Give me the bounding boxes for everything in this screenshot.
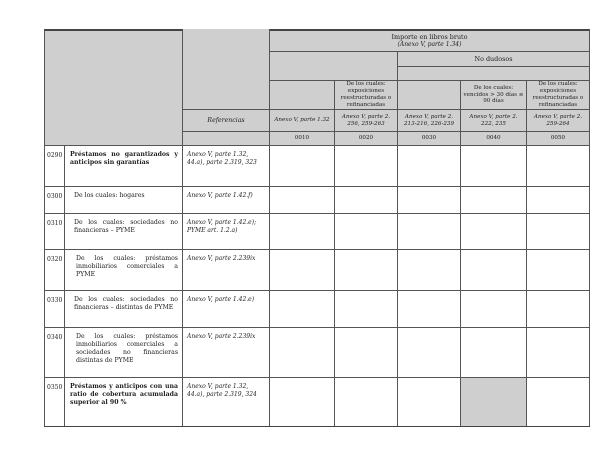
value-cell[interactable] — [527, 187, 590, 214]
value-cell[interactable] — [270, 146, 335, 187]
code-row-blank — [183, 132, 270, 146]
header-blank-col1 — [270, 52, 398, 81]
row-label: Préstamos y anticipos con una ratio de cobertura acumulada superior al 90 % — [65, 378, 183, 427]
value-cell[interactable] — [461, 328, 527, 378]
row-label: De los cuales: préstamos inmobiliarios comerciales a sociedades no financieras distintas de PYME — [65, 328, 183, 378]
col-title-0030 — [398, 81, 461, 110]
value-cell[interactable] — [335, 146, 398, 187]
value-cell[interactable] — [270, 291, 335, 328]
col-ref-0010: Anexo V, parte 1.32 — [270, 110, 335, 132]
row-code: 0330 — [44, 291, 65, 328]
col-ref-0050: Anexo V, parte 2. 259-264 — [527, 110, 590, 132]
value-cell[interactable] — [527, 146, 590, 187]
col-title-0050: De los cuales: exposiciones reestructuradas o refinanciadas — [527, 81, 590, 110]
row-code: 0340 — [44, 328, 65, 378]
value-cell[interactable] — [461, 187, 527, 214]
value-cell[interactable] — [270, 378, 335, 427]
value-cell[interactable] — [398, 214, 461, 250]
col-code-0020: 0020 — [335, 132, 398, 146]
row-label: De los cuales: sociedades no financieras – PYME — [65, 214, 183, 250]
value-cell[interactable] — [527, 378, 590, 427]
row-label: Préstamos no garantizados y anticipos sin garantías — [65, 146, 183, 187]
row-reference: Anexo V, parte 2.239ix — [183, 250, 270, 291]
col-code-0050: 0050 — [527, 132, 590, 146]
col-ref-0030: Anexo V, parte 2. 213-216, 226-239 — [398, 110, 461, 132]
value-cell[interactable] — [398, 187, 461, 214]
value-cell[interactable] — [335, 291, 398, 328]
value-cell[interactable] — [335, 328, 398, 378]
col-code-0040: 0040 — [461, 132, 527, 146]
row-reference: Anexo V, parte 2.239ix — [183, 328, 270, 378]
table-bottom-rule — [44, 426, 590, 427]
gross-ref: (Anexo V, parte 1.34) — [397, 41, 462, 49]
value-cell[interactable] — [335, 378, 398, 427]
row-code: 0310 — [44, 214, 65, 250]
row-reference: Anexo V, parte 1.32, 44.a), parte 2.319, 323 — [183, 146, 270, 187]
col-title-0020: De los cuales: exposiciones reestructuradas o refinanciadas — [335, 81, 398, 110]
col-code-0010: 0010 — [270, 132, 335, 146]
value-cell[interactable] — [398, 378, 461, 427]
col-code-0030: 0030 — [398, 132, 461, 146]
row-label: De los cuales: préstamos inmobiliarios comerciales a PYME — [65, 250, 183, 291]
row-label: De los cuales: hogares — [65, 187, 183, 214]
value-cell[interactable] — [335, 250, 398, 291]
col-title-0010 — [270, 81, 335, 110]
gross-amount-header — [270, 29, 590, 52]
header-corner-label — [44, 29, 183, 146]
row-reference: Anexo V, parte 1.42.f) — [183, 187, 270, 214]
header-corner-ref — [183, 29, 270, 110]
value-cell[interactable] — [461, 146, 527, 187]
row-code: 0350 — [44, 378, 65, 427]
row-reference: Anexo V, parte 1.32, 44.a), parte 2.319, 324 — [183, 378, 270, 427]
value-cell[interactable] — [398, 291, 461, 328]
row-code: 0320 — [44, 250, 65, 291]
value-cell[interactable] — [398, 328, 461, 378]
value-cell[interactable] — [461, 291, 527, 328]
value-cell[interactable] — [527, 291, 590, 328]
col-title-0040: De los cuales: vencidos > 30 días ≤ 90 días — [461, 81, 527, 110]
gross-title: Importe en libros bruto — [391, 33, 468, 42]
row-reference: Anexo V, parte 1.42.e) — [183, 291, 270, 328]
value-cell[interactable] — [527, 250, 590, 291]
row-code: 0290 — [44, 146, 65, 187]
references-label: Referencias — [207, 116, 245, 124]
row-reference: Anexo V, parte 1.42.e); PYME art. 1.2.a) — [183, 214, 270, 250]
references-label-cell — [183, 110, 270, 132]
value-cell[interactable] — [335, 214, 398, 250]
col-ref-0040: Anexo V, parte 2. 222, 235 — [461, 110, 527, 132]
non-doubtful-label: No dudosos — [474, 55, 513, 63]
value-cell[interactable] — [527, 214, 590, 250]
value-cell — [461, 378, 527, 427]
value-cell[interactable] — [335, 187, 398, 214]
value-cell[interactable] — [270, 250, 335, 291]
value-cell[interactable] — [270, 328, 335, 378]
col-ref-0020: Anexo V, parte 2. 256, 259-263 — [335, 110, 398, 132]
value-cell[interactable] — [398, 250, 461, 291]
value-cell[interactable] — [461, 214, 527, 250]
value-cell[interactable] — [527, 328, 590, 378]
header-blank-nd — [398, 67, 590, 81]
value-cell[interactable] — [270, 187, 335, 214]
row-code: 0300 — [44, 187, 65, 214]
non-doubtful-header — [398, 52, 590, 67]
value-cell[interactable] — [398, 146, 461, 187]
value-cell[interactable] — [270, 214, 335, 250]
row-label: De los cuales: sociedades no financieras – distintas de PYME — [65, 291, 183, 328]
value-cell[interactable] — [461, 250, 527, 291]
